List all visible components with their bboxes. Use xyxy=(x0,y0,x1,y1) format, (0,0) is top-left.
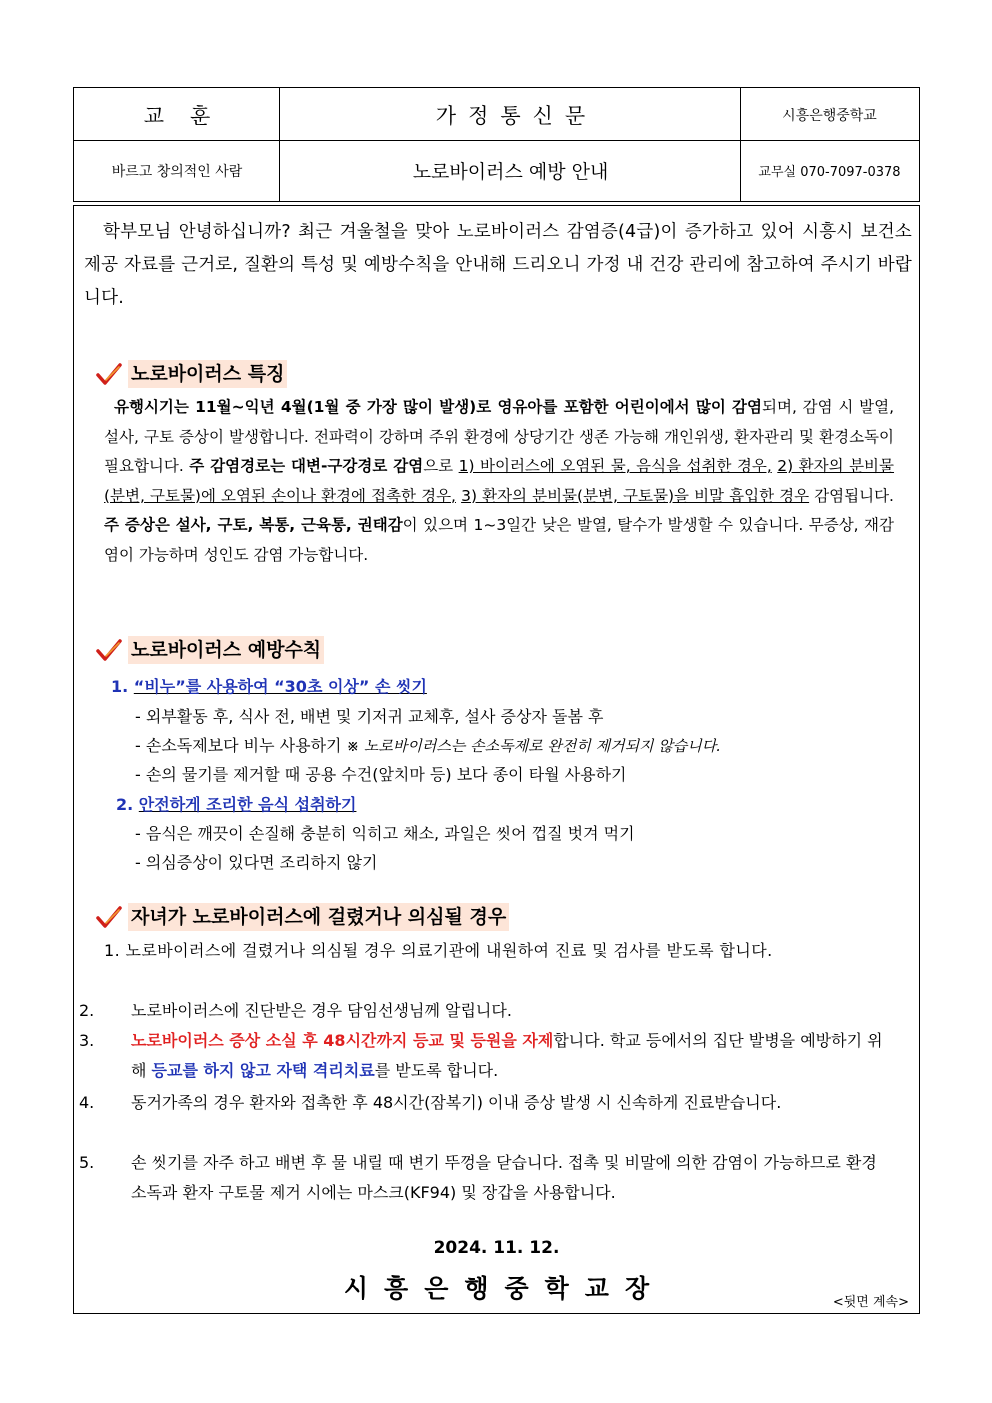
section-heading-infected xyxy=(96,903,509,931)
blue-text: 등교를 하지 않고 자택 격리치료 xyxy=(151,1061,375,1080)
document-title: 가정통신문 xyxy=(435,103,598,128)
rule-number: 2. xyxy=(116,795,134,814)
guidance-item-4 xyxy=(79,1088,893,1118)
rule-1-item: - 외부활동 후, 식사 전, 배변 및 기저귀 교체후, 설사 증상자 돌봄 후 xyxy=(135,707,604,726)
checkmark-icon xyxy=(96,362,122,386)
section-heading-features xyxy=(96,360,287,388)
text: 감염됩니다. xyxy=(809,486,894,505)
rule-1-heading xyxy=(111,674,427,697)
guidance-item-3 xyxy=(79,1026,893,1086)
office-phone: 교무실 070-7097-0378 xyxy=(758,165,901,180)
rule-note: ※ 노로바이러스는 손소독제로 완전히 제거되지 않습니다. xyxy=(346,737,722,755)
rule-2-heading xyxy=(116,792,356,815)
text: 손 씻기를 자주 하고 배변 후 물 내릴 때 변기 뚜껑을 닫습니다. 접촉 및 비말에 의한 감염이 가능하므로 환경 소독과 환자 구토물 제거 시에는 마스크(KF94) 및 장갑을 사용합니다. xyxy=(131,1153,877,1202)
guidance-item-1: 1. 노로바이러스에 걸렸거나 의심될 경우 의료기관에 내원하여 진료 및 검사를 받도록 합니다. xyxy=(104,941,773,960)
text: - 손소독제보다 비누 사용하기 xyxy=(135,736,347,755)
rule-1-item xyxy=(135,733,721,756)
route-1: 1) 바이러스에 오염된 물, 음식을 섭취한 경우, xyxy=(458,457,772,475)
notice-subject: 노로바이러스 예방 안내 xyxy=(412,161,609,183)
item-number: 4. xyxy=(79,1093,95,1112)
issue-date: 2024. 11. 12. xyxy=(433,1238,560,1258)
section-title: 자녀가 노로바이러스에 걸렸거나 의심될 경우 xyxy=(128,903,509,931)
text: 합니다. 학교 등에서의 집단 발병을 예방하기 위해 xyxy=(131,1031,883,1080)
text: 되며, 감염 시 발열, 설사, 구토 증상이 발생합니다. 전파력이 강하며 주위 환경에 상당기간 생존 가능해 개인위생, 환자관리 및 환경소독이 필요합니다. xyxy=(104,398,894,475)
bold-text: 주 감염경로는 대변-구강경로 감염 xyxy=(189,457,424,475)
text: 이 있으며 1~3일간 낮은 발열, 탈수가 발생할 수 있습니다. 무증상, 재감염이 가능하며 성인도 감염 가능합니다. xyxy=(104,516,895,564)
checkmark-icon xyxy=(96,638,122,662)
rule-2-item: - 의심증상이 있다면 조리하지 않기 xyxy=(135,853,378,872)
principal-signature: 시흥은행중학교장 xyxy=(343,1274,666,1303)
guidance-item-2 xyxy=(79,996,893,1026)
continued-label: <뒷면 계속> xyxy=(832,1295,909,1310)
rule-text: 안전하게 조리한 음식 섭취하기 xyxy=(138,795,357,814)
route-2: 2) 환자의 분비물(분변, 구토물)에 오염된 손이나 환경에 접촉한 경우, xyxy=(104,457,895,505)
item-number: 3. xyxy=(79,1031,95,1050)
intro-paragraph: 학부모님 안녕하십니까? 최근 겨울철을 맞아 노로바이러스 감염증(4급)이 증가하고 있어 시흥시 보건소 제공 자료를 근거로, 질환의 특성 및 예방수칙을 안내해 드리오니 가정 내 건강 관리에 참고하여 주시기 바랍니다. xyxy=(84,222,912,308)
guidance-item-5 xyxy=(79,1148,893,1208)
rule-text: “비누”를 사용하여 “30초 이상” 손 씻기 xyxy=(133,677,427,696)
school-name: 시흥은행중학교 xyxy=(782,107,877,124)
red-text: 노로바이러스 증상 소실 후 48시간까지 등교 및 등원을 자제 xyxy=(131,1031,554,1050)
bold-text: 주 증상은 설사, 구토, 복통, 근육통, 권태감 xyxy=(104,516,403,534)
rule-number: 1. xyxy=(111,677,129,696)
text: 노로바이러스에 진단받은 경우 담임선생님께 알립니다. xyxy=(131,1001,512,1020)
section-heading-prevention xyxy=(96,636,324,664)
header-table xyxy=(73,87,920,202)
section-title: 노로바이러스 특징 xyxy=(128,360,287,388)
rule-2-item: - 음식은 깨끗이 손질해 충분히 익히고 채소, 과일은 씻어 껍질 벗겨 먹기 xyxy=(135,824,635,843)
text: 으로 xyxy=(423,457,459,475)
motto-heading: 교훈 xyxy=(143,103,237,128)
rule-1-item: - 손의 물기를 제거할 때 공용 수건(앞치마 등) 보다 종이 타월 사용하기 xyxy=(135,765,627,784)
school-motto: 바르고 창의적인 사람 xyxy=(111,163,243,180)
item-number: 5. xyxy=(79,1153,95,1172)
features-paragraph xyxy=(104,393,894,570)
section-title: 노로바이러스 예방수칙 xyxy=(128,636,324,664)
checkmark-icon xyxy=(96,905,122,929)
bold-text: 유행시기는 11월~익년 4월(1월 중 가장 많이 발생)로 영유아를 포함한 어린이에서 많이 감염 xyxy=(114,398,763,416)
notice-body xyxy=(73,205,920,1314)
text: 를 받도록 합니다. xyxy=(374,1061,499,1080)
text: 동거가족의 경우 환자와 접촉한 후 48시간(잠복기) 이내 증상 발생 시 신속하게 진료받습니다. xyxy=(131,1093,782,1112)
item-number: 2. xyxy=(79,1001,95,1020)
route-3: 3) 환자의 분비물(분변, 구토물)을 비말 흡입한 경우 xyxy=(461,486,810,505)
